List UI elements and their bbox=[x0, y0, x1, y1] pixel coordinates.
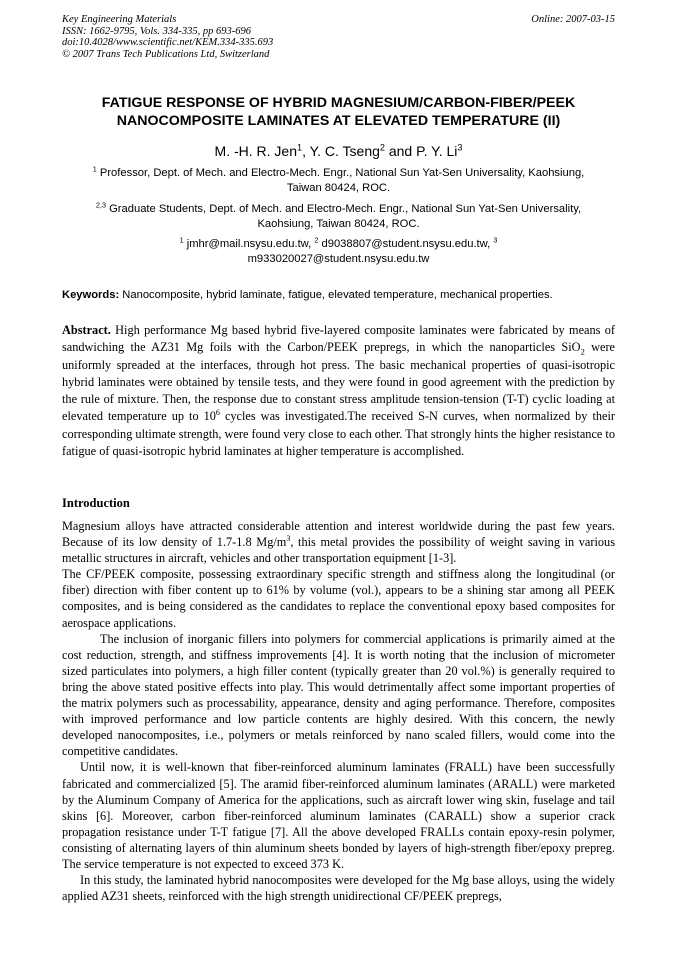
email-1-sup: 1 bbox=[179, 235, 184, 245]
author-sep-1: , bbox=[302, 143, 310, 159]
journal-header bbox=[62, 14, 615, 60]
intro-paragraph-4: Until now, it is well-known that fiber-reinforced aluminum laminates (FRALL) have been successfully fabricated and commercialized [5]. The aramid fiber-reinforced aluminum laminates (ARALL) were marketed by the Aluminum Company of America for the applications, such as aircraft lower wing skin, fuselage and tail skins [6]. Moreover, carbon fiber-reinforced aluminum laminates (CARALL) show a superior crack propagation resistance under T-T fatigue [7]. All the above developed FRALLs contain epoxy-resin polymer, consisting of alternating layers of thin aluminum sheets bonded by layers of high-strength fiber/epoxy prepreg. The service temperature is not expected to exceed 373 K. bbox=[62, 760, 615, 871]
abstract-sup-6: 6 bbox=[215, 408, 220, 418]
doi-line: doi:10.4028/www.scientific.net/KEM.334-335.693 bbox=[62, 37, 274, 48]
author-2-sup: 2 bbox=[379, 142, 385, 153]
issn-line: ISSN: 1662-9795, Vols. 334-335, pp 693-696 bbox=[62, 25, 251, 37]
journal-name: Key Engineering Materials bbox=[62, 14, 177, 25]
copyright-line: © 2007 Trans Tech Publications Ltd, Switzerland bbox=[62, 48, 270, 60]
online-date: Online: 2007-03-15 bbox=[531, 14, 615, 25]
author-sep-2: and bbox=[384, 143, 417, 159]
email-3-sup: 3 bbox=[493, 235, 498, 245]
affiliation-2-sup: 2,3 bbox=[95, 200, 106, 210]
keywords-text: Nanocomposite, hybrid laminate, fatigue, elevated temperature, mechanical properties. bbox=[119, 289, 553, 301]
author-emails bbox=[62, 237, 615, 266]
author-1: M. -H. R. Jen bbox=[214, 143, 297, 159]
author-1-sup: 1 bbox=[297, 142, 303, 153]
email-2-sup: 2 bbox=[314, 235, 319, 245]
intro-paragraph-1 bbox=[62, 518, 615, 566]
author-3: P. Y. Li bbox=[416, 143, 458, 159]
email-3[interactable]: m933020027@student.nsysu.edu.tw bbox=[247, 252, 430, 265]
abstract-text-2: were uniformly spreaded at the interfaces, through hot press. The basic mechanical properties of quasi-isotropic hybrid laminates were obtained by tensile tests, and they were found in good agreement with the prediction by the rule of mixture. Then, the response due to constant stress amplitude tension-tension (T-T) cyclic loading at elevated temperature up to 10 bbox=[62, 340, 615, 424]
abstract bbox=[62, 322, 615, 460]
author-2: Y. C. Tseng bbox=[309, 143, 380, 159]
introduction-body bbox=[62, 518, 615, 904]
title-line-1: FATIGUE RESPONSE OF HYBRID MAGNESIUM/CARBON-FIBER/PEEK bbox=[101, 95, 576, 111]
abstract-sub-2: 2 bbox=[580, 347, 585, 357]
intro-paragraph-5: In this study, the laminated hybrid nanocomposites were developed for the Mg base alloys, using the widely applied AZ31 sheets, reinforced with the high strength unidirectional CF/PEEK prepregs, bbox=[62, 873, 615, 904]
email-1[interactable]: jmhr@mail.nsysu.edu.tw, bbox=[183, 238, 315, 250]
author-list bbox=[62, 142, 615, 160]
paper-title bbox=[62, 94, 615, 130]
affiliation-1-line-2: Taiwan 80424, ROC. bbox=[286, 181, 391, 194]
intro-paragraph-1-sup: 3 bbox=[286, 534, 291, 543]
keywords bbox=[62, 288, 615, 302]
affiliation-1-line-1: Professor, Dept. of Mech. and Electro-Mech. Engr., National Sun Yat-Sen Universality, Kaohsiung, bbox=[96, 167, 585, 179]
abstract-text-1: High performance Mg based hybrid five-layered composite laminates were fabricated by means of sandwiching the AZ31 Mg foils with the Carbon/PEEK prepregs, in which the nanoparticles SiO bbox=[62, 323, 615, 355]
intro-paragraph-2: The CF/PEEK composite, possessing extraordinary specific strength and stiffness along the longitudinal (or fiber) direction with fiber content up to 61% by volume (vol.), appears to be a shining star among all PEEK composites, and is being considered as the candidates to replace the conventional epoxy based composites for aerospace applications. bbox=[62, 567, 615, 630]
affiliation-2-line-2: Kaohsiung, Taiwan 80424, ROC. bbox=[257, 217, 420, 230]
abstract-text-3: cycles was investigated.The received S-N curves, when normalized by their corresponding ultimate strength, were found very close to each other. That strongly hints the higher resistance to fatigue of quasi-isotropic hybrid laminates at higher temperature is accomplished. bbox=[62, 409, 615, 459]
affiliation-2 bbox=[62, 202, 615, 231]
affiliation-1 bbox=[62, 166, 615, 195]
intro-paragraph-1-text-a: Magnesium alloys have attracted considerable attention and interest worldwide during the past few years. Because of its low density of 1.7-1.8 Mg/m bbox=[62, 519, 615, 550]
introduction-heading: Introduction bbox=[62, 496, 130, 510]
affiliation-2-line-1: Graduate Students, Dept. of Mech. and Electro-Mech. Engr., National Sun Yat-Sen Universality, bbox=[106, 203, 582, 215]
intro-paragraph-3: The inclusion of inorganic fillers into polymers for commercial applications is primarily aimed at the cost reduction, strength, and stiffness improvements [4]. It is worth noting that the inclusion of micrometer sized particulates into polymers, a high filler content (typically greater than 20 vol.%) is generally required to bring the above stated positive effects into play. This would detrimentally affect some important properties of the matrix polymers such as processability, appearance, density and aging performance. Therefore, composites with improved performance and low particle contents are highly desired. With this concern, the newly developed nanocomposites, i.e., polymers or metals reinforced by nano scaled fillers, would come into the competitive candidates. bbox=[62, 631, 615, 759]
title-line-2: NANOCOMPOSITE LAMINATES AT ELEVATED TEMPERATURE (II) bbox=[116, 113, 561, 129]
intro-paragraph-1-text-b: , this metal provides the possibility of weight saving in various metallic structures in aircraft, vehicles and other transportation equipment [1-3]. bbox=[62, 535, 615, 566]
keywords-label: Keywords: bbox=[62, 289, 120, 301]
author-3-sup: 3 bbox=[457, 142, 463, 153]
email-2[interactable]: d9038807@student.nsysu.edu.tw, bbox=[318, 238, 494, 250]
affiliation-1-sup: 1 bbox=[92, 164, 97, 174]
abstract-label: Abstract. bbox=[62, 323, 111, 337]
